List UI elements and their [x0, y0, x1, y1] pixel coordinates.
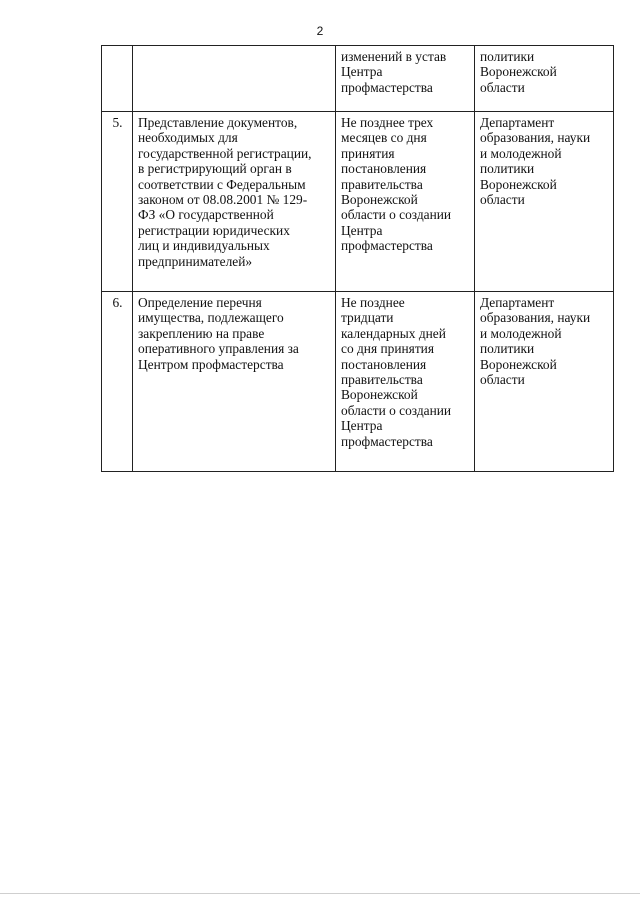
cell-text-line: правительства	[341, 372, 423, 388]
row-number: 6.	[102, 292, 133, 472]
cell-text-line: Департамент	[480, 295, 555, 310]
cell-text-line: Не позднее трех	[341, 115, 434, 130]
cell-text-line: государственной регистрации,	[138, 145, 312, 161]
task-name-cell	[133, 292, 336, 472]
cell-text-line: образования, науки	[480, 310, 591, 326]
row-number: 5.	[102, 112, 133, 292]
cell-text-line: имущества, подлежащего	[138, 310, 284, 326]
cell-text-line: в регистрирующий орган в	[138, 161, 292, 177]
cell-text-line: Департамент	[480, 115, 555, 130]
cell-text-line: профмастерства	[341, 238, 433, 254]
table-row-6	[102, 292, 614, 472]
cell-text-line: постановления	[341, 161, 427, 177]
deadline-cell	[336, 292, 475, 472]
cell-text-line: Центра	[341, 418, 383, 434]
cell-text-line: профмастерства	[341, 433, 433, 449]
cell-text-line: политики	[480, 49, 535, 64]
task-name-cell	[133, 112, 336, 292]
cell-text-line: Центром профмастерства	[138, 356, 284, 372]
cell-text-line: профмастерства	[341, 79, 433, 95]
responsible-cell	[475, 292, 614, 472]
cell-text-line: Определение перечня	[138, 295, 262, 310]
cell-text-line: Воронежской	[480, 356, 557, 372]
cell-text-line: правительства	[341, 176, 423, 192]
cell-text-line: тридцати	[341, 310, 394, 326]
table-row-5	[102, 112, 614, 292]
cell-text-line: образования, науки	[480, 130, 591, 146]
cell-text-line: Центра	[341, 222, 383, 238]
cell-text-line: необходимых для	[138, 130, 238, 146]
cell-text-line: Воронежской	[341, 192, 418, 208]
cell-text-line: области	[480, 192, 525, 208]
cell-text-line: Не позднее	[341, 295, 405, 310]
cell-text-line: Воронежской	[480, 176, 557, 192]
responsible-cell	[475, 112, 614, 292]
cell-text-line: месяцев со дня	[341, 130, 427, 146]
cell-text-line: календарных дней	[341, 325, 446, 341]
cell-text-line: лиц и индивидуальных	[138, 238, 270, 254]
cell-text-line: изменений в устав	[341, 49, 447, 64]
cell-text-line: Центра	[341, 64, 383, 80]
cell-text-line: области о создании	[341, 402, 452, 418]
cell-text-line: предпринимателей»	[138, 253, 253, 269]
cell-text-line: соответствии с Федеральным	[138, 176, 306, 192]
deadline-cell	[336, 112, 475, 292]
deadline-cell	[336, 46, 475, 112]
cell-text-line: и молодежной	[480, 325, 562, 341]
cell-text-line: и молодежной	[480, 145, 562, 161]
cell-text-line: закреплению на праве	[138, 325, 265, 341]
cell-text-line: со дня принятия	[341, 341, 435, 357]
cell-text-line: оперативного управления за	[138, 341, 299, 357]
task-name-cell	[133, 46, 336, 112]
cell-text-line: политики	[480, 341, 535, 357]
cell-text-line: постановления	[341, 356, 427, 372]
cell-text-line: области	[480, 79, 525, 95]
page-number: 2	[316, 24, 324, 38]
cell-text-line: области о создании	[341, 207, 452, 223]
cell-text-line: регистрации юридических	[138, 222, 290, 238]
cell-text-line: принятия	[341, 145, 395, 161]
cell-text-line: Воронежской	[480, 64, 557, 80]
cell-text-line: Представление документов,	[138, 115, 298, 130]
cell-text-line: законом от 08.08.2001 № 129-	[138, 192, 308, 208]
table-row-continued	[102, 46, 614, 112]
cell-text-line: области	[480, 372, 525, 388]
responsible-cell	[475, 46, 614, 112]
cell-text-line: политики	[480, 161, 535, 177]
cell-text-line: ФЗ «О государственной	[138, 207, 274, 223]
plan-table	[101, 45, 614, 472]
cell-text-line: Воронежской	[341, 387, 418, 403]
row-number	[102, 46, 133, 112]
page-edge-line	[0, 893, 640, 894]
